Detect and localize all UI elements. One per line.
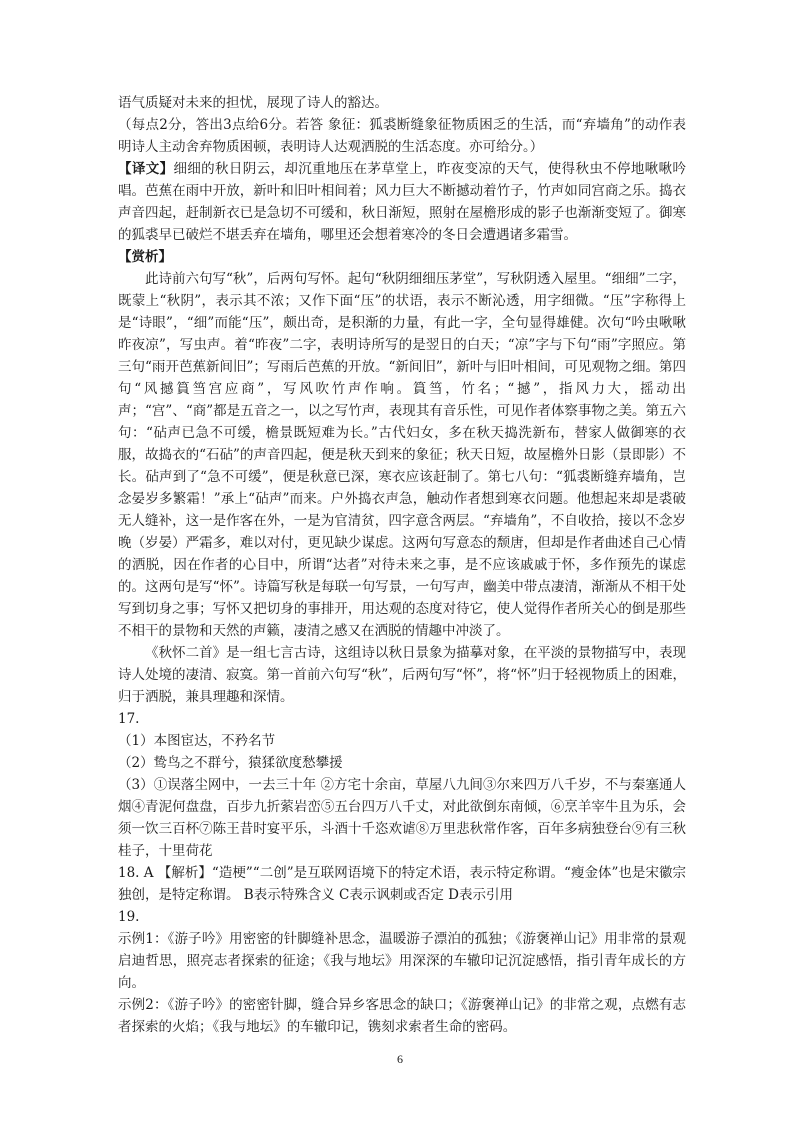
appreciation-summary: 《秋怀二首》是一组七言古诗，这组诗以秋日景象为描摹对象，在平淡的景物描写中，表现诗人处境的凄清、寂寞。第一首前六句写“秋”，后两句写“怀”，将“怀”归于轻视物质上的困难，归于洒脱，兼具理趣和深情。 [118,645,686,705]
appreciation-text: 此诗前六句写“秋”，后两句写怀。起句“秋阴细细压茅堂”，写秋阴透入屋里。“细细”二字，既蒙上“秋阴”，表示其不浓；又作下面“压”的状语，表示不断沁透，用字细微。“压”字称得上是“诗眼”，“细”而能“压”，颇出奇，是积渐的力量，有此一字，全句显得雄健。次句“吟虫啾啾昨夜凉”，写虫声。着“昨夜”二字，表明诗所写的是翌日的白天；“凉”字与下句“雨”字照应。第三句“雨开芭蕉新间旧”；写雨后芭蕉的开放。“新间旧”，新叶与旧叶相间，可见观物之细。第四句“风撼篔筜宫应商”，写风吹竹声作响。篔筜，竹名；“撼”，指风力大，摇动出声；“宫”、“商”都是五音之一，以之写竹声，表现其有音乐性，可见作者体察事物之美。第五六句：“砧声已急不可缓，檐景既短难为长。”古代妇女，多在秋天捣洗新布，替家人做御寒的衣服，故捣衣的“石砧”的声音四起，便是秋天到来的象征；秋天日短，故屋檐外日影（景即影）不长。砧声到了“急不可缓”，便是秋意已深，寒衣应该赶制了。第七八句：“狐裘断缝弃墙角，岂念晏岁多繁霜！”承上“砧声”而来。户外捣衣声急，触动作者想到寒衣问题。他想起来却是裘破无人缝补，这一是作客在外，一是为官清贫，四字意含两层。“弃墙角”，不自收拾，接以不念岁晚（岁晏）严霜多，难以对付，更见缺少谋虑。这两句写意态的颓唐，但却是作者曲述自己心情的洒脱，因在作者的心目中，所谓“达者”对待未来之事，是不应该戚戚于怀，多作预先的谋虑的。这两句是写“怀”。诗篇写秋是每联一句写景，一句写声，幽美中带点凄清，渐渐从不相干处写到切身之事；写怀又把切身的事排开，用达观的态度对待它，使人觉得作者所关心的倒是那些不相干的景物和天然的声籁，凄清之感又在洒脱的情趣中冲淡了。 [118,271,686,639]
translation-text: 细细的秋日阴云，却沉重地压在茅草堂上，昨夜变凉的天气，使得秋虫不停地啾啾吟唱。芭蕉在雨中开放，新叶和旧叶相间着；风力巨大不断撼动着竹子，竹声如同宫商之乐。捣衣声音四起，赶制新衣已是急切不可缓和，秋日渐短，照射在屋檐形成的影子也渐渐变短了。御寒的狐裘早已破烂不堪丢弃在墙角，哪里还会想着寒冷的冬日会遭遇诸多霜雪。 [118,161,687,243]
answer-17-2: （2）鸷鸟之不群兮，猿猱欲度愁攀援 [118,755,343,771]
question-17-number: 17. [118,711,140,727]
scoring-note: （每点2分，答出3点给6分。若答 象征：狐裘断缝象征物质困乏的生活，而“弃墙角”的动作表明诗人主动舍弃物质困顿，表明诗人达观洒脱的生活态度。亦可给分。） [118,117,686,155]
translation-heading: 【译文】 [118,161,174,177]
page-number: 6 [397,1052,403,1066]
document-body [118,92,686,1038]
answer-18: 18. A 【解析】“造梗”“二创”是互联网语境下的特定术语，表示特定称谓。“瘦金体”也是宋徽宗独创，是特定称谓。 B表示特殊含义 C表示讽刺或否定 D表示引用 [118,865,686,903]
answer-19-example-1: 示例1：《游子吟》用密密的针脚缝补思念，温暖游子漂泊的孤独；《游褒禅山记》用非常的景观启迪哲思，照亮志者探索的征途；《我与地坛》用深深的车辙印记沉淀感悟，指引青年成长的方向。 [118,931,686,991]
paragraph-intro: 语气质疑对未来的担忧，展现了诗人的豁达。 [118,95,388,111]
translation-paragraph [118,158,686,246]
question-19-number: 19. [118,909,140,925]
answer-17-3: （3）①误落尘网中，一去三十年 ②方宅十余亩，草屋八九间③尔来四万八千岁，不与秦塞通人烟④青泥何盘盘，百步九折萦岩峦⑤五台四万八千丈，对此欲倒东南倾，⑥烹羊宰牛且为乐，会须一饮三百杯⑦陈王昔时宴平乐，斗酒十千恣欢谑⑧万里悲秋常作客，百年多病独登台⑨有三秋桂子，十里荷花 [118,777,686,859]
answer-17-1: （1）本图宦达，不矜名节 [118,733,276,749]
appreciation-heading: 【赏析】 [118,249,172,265]
answer-19-example-2: 示例2：《游子吟》的密密针脚，缝合异乡客思念的缺口；《游褒禅山记》的非常之观，点燃有志者探索的火焰；《我与地坛》的车辙印记，镌刻求索者生命的密码。 [118,997,686,1035]
